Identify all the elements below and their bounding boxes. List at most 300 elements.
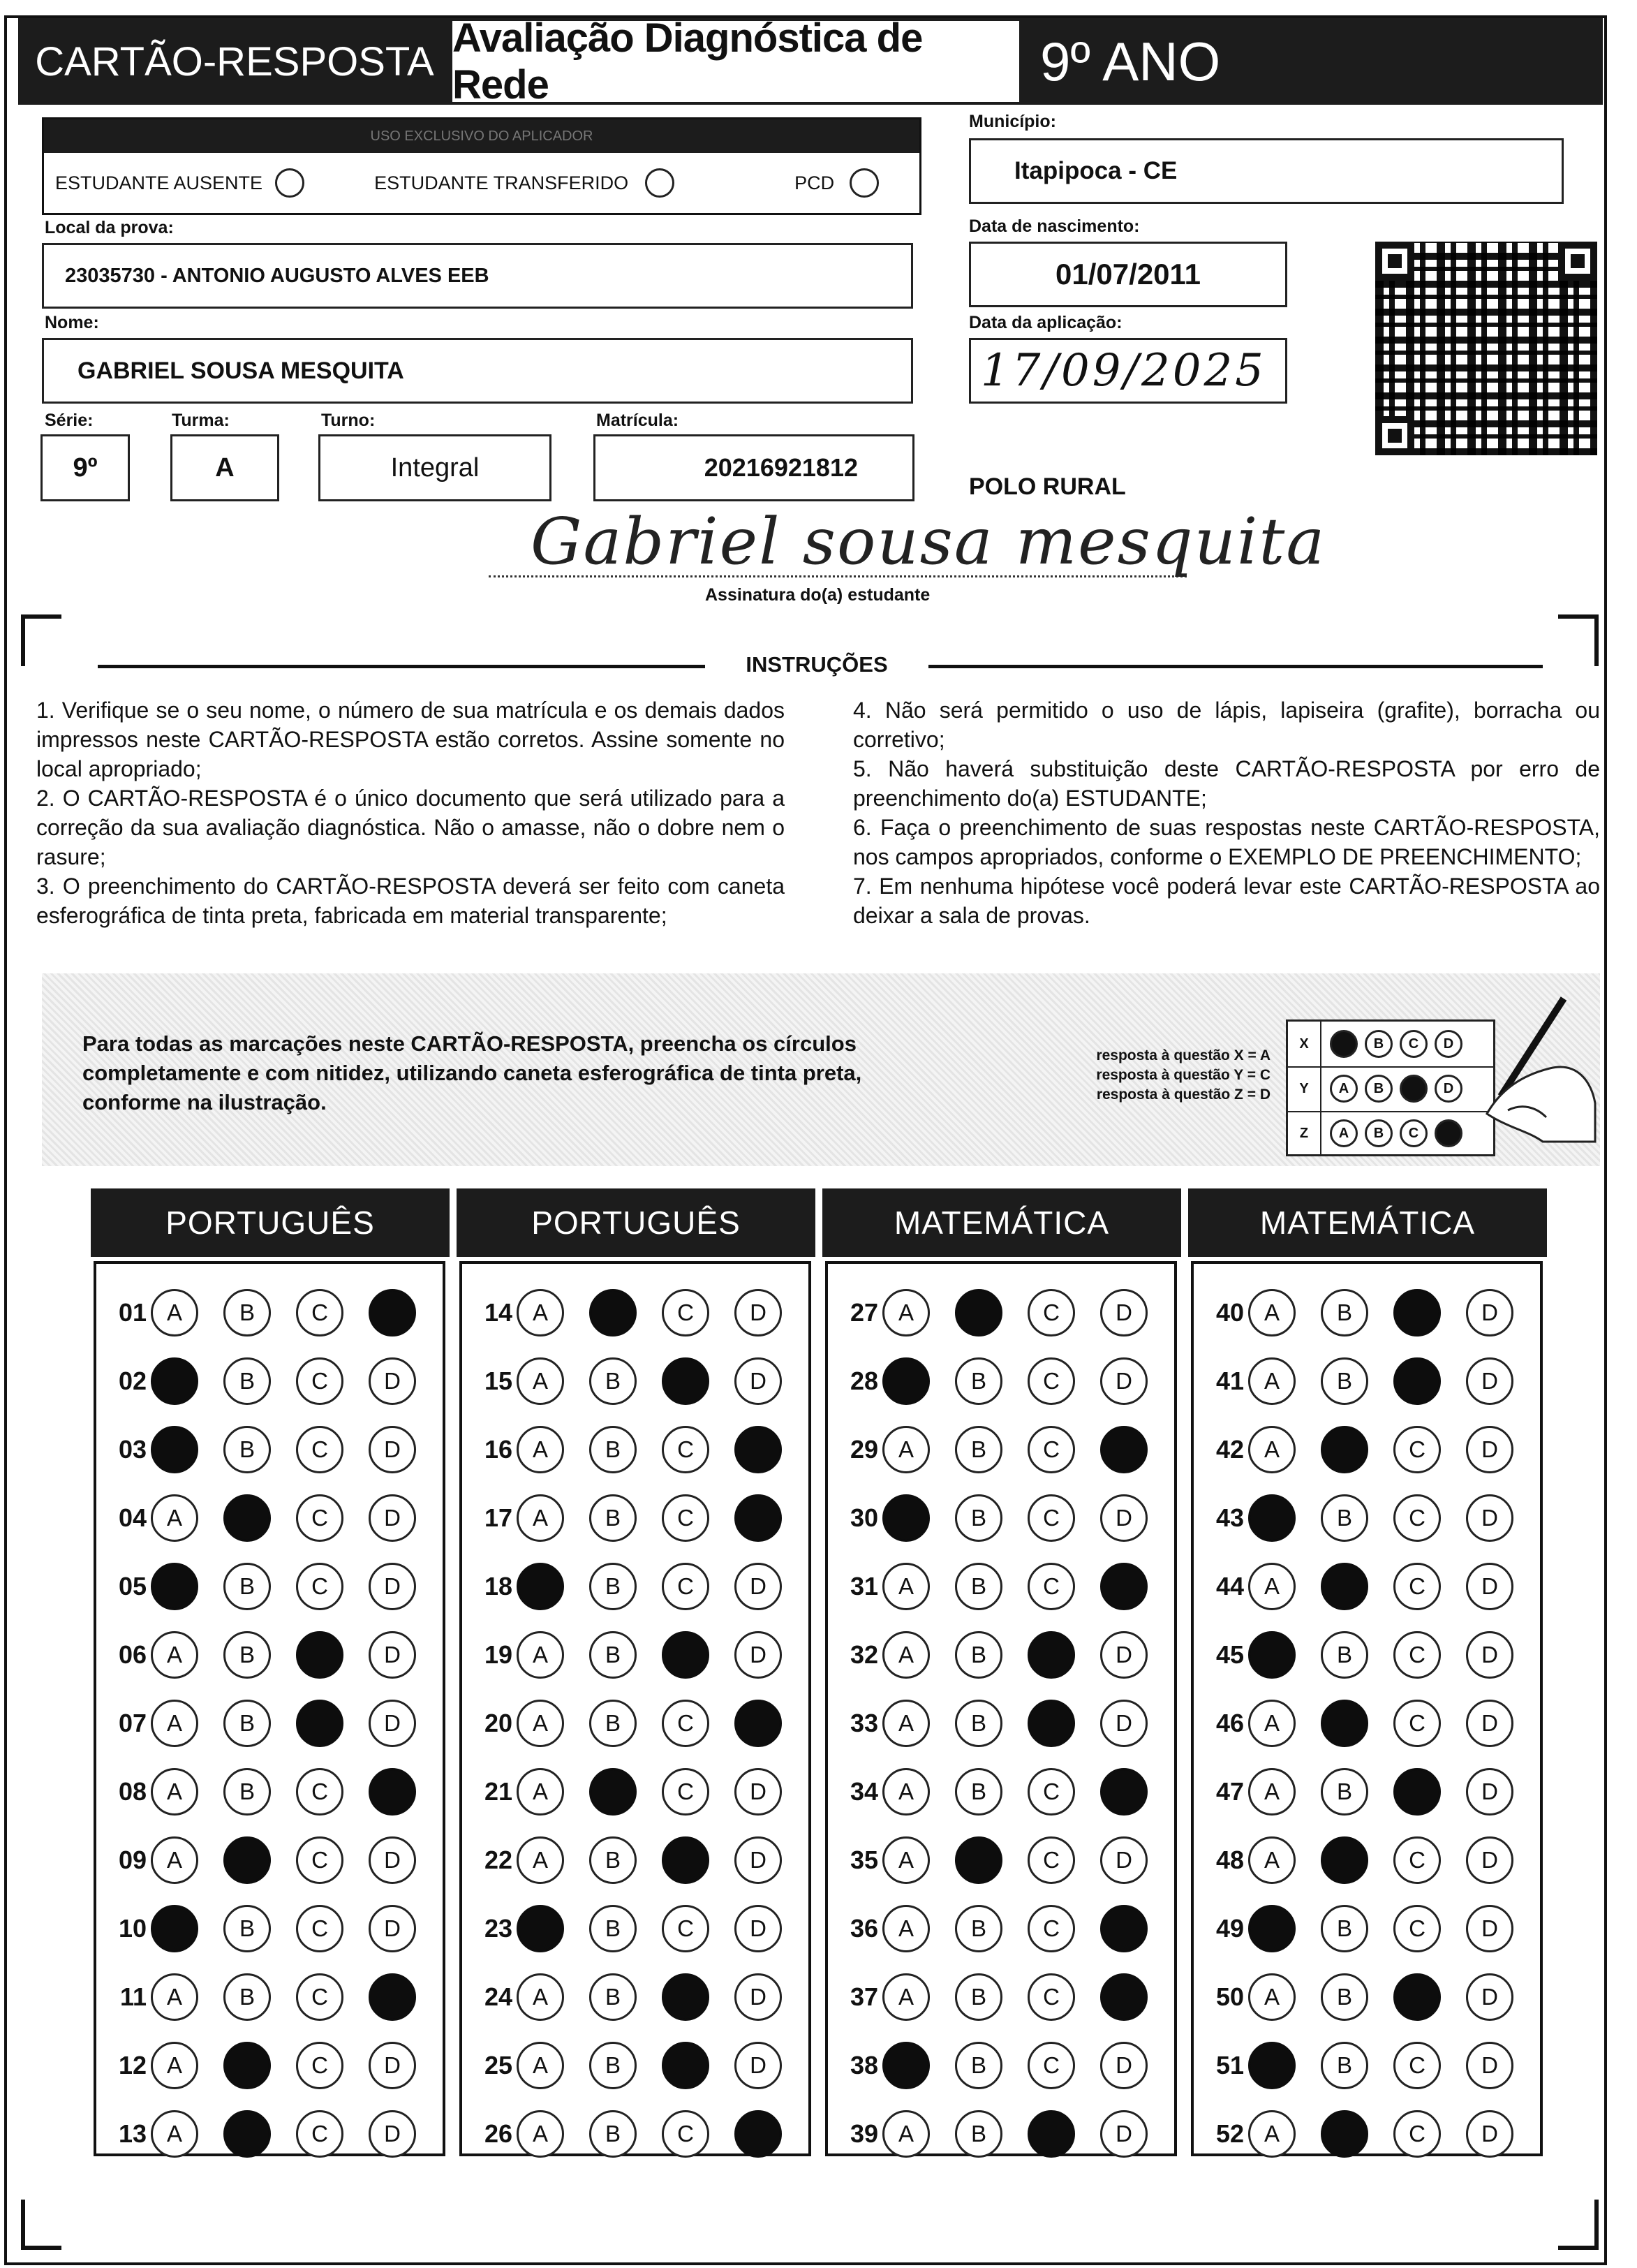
bubble-b[interactable]: B	[1321, 1631, 1368, 1679]
answer-row	[102, 1973, 441, 2021]
bubble-b[interactable]: B	[223, 1700, 271, 1747]
bubble-d[interactable]: D	[369, 1905, 416, 1952]
answer-row	[102, 2110, 441, 2158]
bubble-a[interactable]: A	[151, 1631, 198, 1679]
bubble-b[interactable]	[589, 1768, 637, 1816]
bubble-b[interactable]: B	[955, 1357, 1002, 1405]
question-number: 02	[118, 1367, 147, 1395]
bubble-c[interactable]: C	[662, 1289, 709, 1336]
instructions-rule-left	[98, 665, 705, 668]
bubble-c[interactable]: C	[662, 1494, 709, 1542]
bubble-d[interactable]: D	[734, 1563, 782, 1610]
instructions-rule-right	[928, 665, 1543, 668]
bubble-c[interactable]: C	[1028, 2042, 1075, 2089]
bubble-c[interactable]: C	[296, 1973, 343, 2021]
bubble-a[interactable]: A	[517, 2042, 564, 2089]
bubble-d[interactable]: D	[1100, 1494, 1148, 1542]
section-title-4: MATEMÁTICA	[1188, 1188, 1547, 1257]
bubble-a[interactable]: A	[1248, 1289, 1296, 1336]
section-answers-1	[94, 1261, 445, 2156]
bubble-a[interactable]: A	[882, 1426, 930, 1473]
bubble-d[interactable]: D	[1466, 1905, 1513, 1952]
bubble-d[interactable]	[734, 1494, 782, 1542]
example-text: Para todas as marcações neste CARTÃO-RESPOSTA, preencha os círculos completamente e com nitidez, utilizando caneta esferográfica de tinta preta, conforme na ilustração.	[82, 1031, 862, 1114]
bubble-c[interactable]	[1393, 1973, 1441, 2021]
bubble-a[interactable]: A	[151, 1768, 198, 1816]
bubble-b[interactable]: B	[589, 1357, 637, 1405]
example-legend-z: resposta à questão Z = D	[1096, 1087, 1271, 1103]
bubble-b[interactable]: B	[589, 1905, 637, 1952]
bubble-a[interactable]: A	[1248, 1563, 1296, 1610]
answer-row	[834, 1905, 1173, 1952]
bubble-a[interactable]	[151, 1357, 198, 1405]
instructions-right	[853, 695, 1600, 930]
turma-label: Turma:	[172, 411, 230, 430]
bubble-c[interactable]: C	[296, 1563, 343, 1610]
bubble-d[interactable]: D	[369, 1700, 416, 1747]
bubble-b[interactable]	[589, 1289, 637, 1336]
answer-row	[834, 1357, 1173, 1405]
bubble-b[interactable]: B	[955, 1631, 1002, 1679]
example-legend-x: resposta à questão X = A	[1096, 1047, 1271, 1063]
bubble-d[interactable]	[1100, 1563, 1148, 1610]
instruction-7: 7. Em nenhuma hipótese você poderá levar este CARTÃO-RESPOSTA ao deixar a sala de provas.	[853, 874, 1600, 928]
hand-pen-icon	[1459, 992, 1599, 1145]
bubble-a[interactable]	[151, 1905, 198, 1952]
bubble-b[interactable]	[955, 1289, 1002, 1336]
bubble-c[interactable]: C	[1028, 1426, 1075, 1473]
bubble-a[interactable]	[151, 1563, 198, 1610]
bubble-b[interactable]: B	[589, 1426, 637, 1473]
question-number: 44	[1215, 1572, 1244, 1600]
bubble-b[interactable]	[223, 2042, 271, 2089]
bubble-d[interactable]	[734, 1700, 782, 1747]
answer-row	[1199, 1289, 1539, 1336]
answer-row	[1199, 2110, 1539, 2158]
bubble-c[interactable]	[296, 1631, 343, 1679]
bubble-c[interactable]: C	[662, 1700, 709, 1747]
bubble-d[interactable]	[1100, 1905, 1148, 1952]
bubble-a[interactable]: A	[882, 1905, 930, 1952]
local-label: Local da prova:	[45, 218, 174, 237]
bubble-b[interactable]: B	[955, 1426, 1002, 1473]
bubble-d[interactable]: D	[1466, 1563, 1513, 1610]
bubble-c[interactable]: C	[662, 1768, 709, 1816]
instruction-4: 4. Não será permitido o uso de lápis, lapiseira (grafite), borracha ou corretivo;	[853, 698, 1600, 752]
bubble-c[interactable]	[1393, 1357, 1441, 1405]
bubble-c[interactable]: C	[1393, 1563, 1441, 1610]
bubble-d[interactable]: D	[369, 2042, 416, 2089]
question-number: 15	[484, 1367, 512, 1395]
bubble-d[interactable]: D	[1100, 1357, 1148, 1405]
bubble-c[interactable]	[1028, 1700, 1075, 1747]
question-number: 08	[118, 1777, 147, 1806]
bubble-a[interactable]: A	[1248, 1357, 1296, 1405]
answer-row	[1199, 1494, 1539, 1542]
bubble-c[interactable]: C	[1393, 1631, 1441, 1679]
example-bubble-d: D	[1435, 1075, 1462, 1103]
example-question-letter: Y	[1288, 1066, 1321, 1111]
question-number: 41	[1215, 1367, 1244, 1395]
bubble-a[interactable]	[1248, 1631, 1296, 1679]
bubble-a[interactable]: A	[882, 1836, 930, 1884]
bubble-d[interactable]: D	[734, 1289, 782, 1336]
bubble-c[interactable]: C	[296, 2042, 343, 2089]
bubble-c[interactable]: C	[1028, 1973, 1075, 2021]
bubble-c[interactable]: C	[1028, 1563, 1075, 1610]
example-bubble-b: B	[1365, 1075, 1393, 1103]
question-number: 14	[484, 1298, 512, 1327]
answer-row	[468, 1563, 807, 1610]
answer-row	[468, 1631, 807, 1679]
matricula-field: 20216921812	[593, 434, 914, 501]
question-number: 46	[1215, 1709, 1244, 1737]
answer-row	[834, 2042, 1173, 2089]
bubble-d[interactable]	[369, 1289, 416, 1336]
bubble-b[interactable]: B	[1321, 1973, 1368, 2021]
bubble-c[interactable]: C	[296, 2110, 343, 2158]
bubble-c[interactable]: C	[296, 1905, 343, 1952]
bubble-a[interactable]: A	[882, 1631, 930, 1679]
bubble-d[interactable]	[1100, 1973, 1148, 2021]
section-answers-4	[1191, 1261, 1543, 2156]
bubble-d[interactable]	[734, 2110, 782, 2158]
bubble-c[interactable]	[1393, 1289, 1441, 1336]
bubble-d[interactable]	[369, 1973, 416, 2021]
answer-row	[468, 2110, 807, 2158]
bubble-a[interactable]: A	[517, 2110, 564, 2158]
bubble-c[interactable]	[1028, 2110, 1075, 2158]
question-number: 40	[1215, 1298, 1244, 1327]
bubble-c[interactable]	[662, 2042, 709, 2089]
name-label: Nome:	[45, 313, 99, 332]
bubble-b[interactable]: B	[223, 1768, 271, 1816]
bubble-d[interactable]: D	[1466, 2110, 1513, 2158]
bubble-d[interactable]: D	[1466, 1631, 1513, 1679]
bubble-d[interactable]: D	[734, 1836, 782, 1884]
bubble-b[interactable]	[1321, 1836, 1368, 1884]
bubble-d[interactable]: D	[369, 1563, 416, 1610]
bubble-a[interactable]: A	[517, 1357, 564, 1405]
bubble-a[interactable]	[1248, 2042, 1296, 2089]
bubble-c[interactable]: C	[296, 1494, 343, 1542]
bubble-a[interactable]: A	[882, 1289, 930, 1336]
bubble-b[interactable]	[1321, 1700, 1368, 1747]
bubble-b[interactable]: B	[1321, 1289, 1368, 1336]
bubble-d[interactable]: D	[734, 1905, 782, 1952]
bubble-b[interactable]: B	[955, 1973, 1002, 2021]
bubble-b[interactable]: B	[223, 1426, 271, 1473]
example-bubble-b: B	[1365, 1030, 1393, 1058]
bubble-c[interactable]	[662, 1836, 709, 1884]
question-number: 17	[484, 1503, 512, 1532]
bubble-b[interactable]: B	[955, 1700, 1002, 1747]
instructions-left	[36, 695, 785, 930]
bubble-b[interactable]: B	[955, 2110, 1002, 2158]
bubble-b[interactable]: B	[589, 2042, 637, 2089]
bubble-a[interactable]: A	[517, 1289, 564, 1336]
bubble-d[interactable]	[1100, 1768, 1148, 1816]
bubble-a[interactable]	[882, 1494, 930, 1542]
bubble-b[interactable]: B	[589, 1973, 637, 2021]
bubble-a[interactable]: A	[1248, 1836, 1296, 1884]
corner-top-right	[1558, 614, 1599, 666]
example-question-letter: X	[1288, 1022, 1321, 1066]
bubble-b[interactable]: B	[589, 1494, 637, 1542]
question-number: 01	[118, 1298, 147, 1327]
absent-circle[interactable]	[275, 168, 304, 198]
bubble-c[interactable]: C	[296, 1768, 343, 1816]
answer-row	[102, 1494, 441, 1542]
bubble-d[interactable]: D	[734, 2042, 782, 2089]
bubble-b[interactable]: B	[955, 1563, 1002, 1610]
bubble-a[interactable]	[882, 2042, 930, 2089]
bubble-a[interactable]	[1248, 1905, 1296, 1952]
example-bubble-a	[1330, 1030, 1358, 1058]
bubble-a[interactable]: A	[1248, 1426, 1296, 1473]
bubble-d[interactable]: D	[1466, 1836, 1513, 1884]
bubble-a[interactable]: A	[882, 1973, 930, 2021]
bubble-b[interactable]: B	[589, 1563, 637, 1610]
bubble-a[interactable]: A	[882, 1700, 930, 1747]
bubble-d[interactable]: D	[1466, 1768, 1513, 1816]
bubble-c[interactable]: C	[1393, 2042, 1441, 2089]
bubble-c[interactable]: C	[1028, 1357, 1075, 1405]
bubble-a[interactable]	[1248, 1494, 1296, 1542]
bubble-d[interactable]: D	[734, 1631, 782, 1679]
bubble-c[interactable]	[296, 1700, 343, 1747]
bubble-b[interactable]: B	[223, 1563, 271, 1610]
bubble-a[interactable]	[882, 1357, 930, 1405]
answer-row	[468, 1494, 807, 1542]
question-number: 39	[850, 2119, 878, 2148]
bubble-b[interactable]: B	[223, 1905, 271, 1952]
bubble-c[interactable]: C	[1393, 1426, 1441, 1473]
bubble-b[interactable]: B	[955, 1768, 1002, 1816]
bubble-d[interactable]: D	[1100, 1700, 1148, 1747]
bubble-d[interactable]: D	[1466, 1289, 1513, 1336]
question-number: 52	[1215, 2119, 1244, 2148]
bubble-b[interactable]	[223, 1836, 271, 1884]
question-number: 06	[118, 1640, 147, 1669]
bubble-d[interactable]	[734, 1426, 782, 1473]
bubble-b[interactable]	[955, 1836, 1002, 1884]
bubble-d[interactable]: D	[369, 1631, 416, 1679]
bubble-a[interactable]: A	[151, 2042, 198, 2089]
bubble-c[interactable]: C	[1393, 1700, 1441, 1747]
bubble-a[interactable]: A	[882, 1768, 930, 1816]
bubble-a[interactable]: A	[517, 1631, 564, 1679]
bubble-d[interactable]: D	[734, 1973, 782, 2021]
answer-row	[102, 1289, 441, 1336]
bubble-d[interactable]: D	[1466, 1426, 1513, 1473]
grade-title: 9º ANO	[1040, 18, 1250, 105]
bubble-c[interactable]: C	[296, 1836, 343, 1884]
bubble-c[interactable]: C	[1393, 1836, 1441, 1884]
bubble-c[interactable]: C	[1028, 1768, 1075, 1816]
bubble-c[interactable]	[1028, 1631, 1075, 1679]
bubble-a[interactable]: A	[517, 1973, 564, 2021]
bubble-b[interactable]	[1321, 1426, 1368, 1473]
question-number: 12	[118, 2051, 147, 2079]
bubble-d[interactable]: D	[369, 1357, 416, 1405]
bubble-b[interactable]: B	[223, 1289, 271, 1336]
bubble-a[interactable]: A	[151, 1494, 198, 1542]
bubble-c[interactable]: C	[1393, 2110, 1441, 2158]
bubble-b[interactable]: B	[1321, 1768, 1368, 1816]
question-number: 20	[484, 1709, 512, 1737]
bubble-b[interactable]: B	[955, 1494, 1002, 1542]
bubble-b[interactable]	[223, 2110, 271, 2158]
example-bubble-a: A	[1330, 1119, 1358, 1147]
bubble-b[interactable]	[1321, 1563, 1368, 1610]
bubble-c[interactable]: C	[296, 1289, 343, 1336]
answer-row	[468, 1700, 807, 1747]
instruction-2: 2. O CARTÃO-RESPOSTA é o único documento que será utilizado para a correção da sua avaliação diagnóstica. Não o amasse, não o dobre nem o rasure;	[36, 786, 785, 869]
transferred-circle[interactable]	[645, 168, 674, 198]
bubble-c[interactable]	[662, 1631, 709, 1679]
section-answers-3	[825, 1261, 1177, 2156]
bubble-b[interactable]: B	[589, 1700, 637, 1747]
question-number: 35	[850, 1846, 878, 1874]
bubble-c[interactable]: C	[1393, 1905, 1441, 1952]
bubble-b[interactable]: B	[1321, 1357, 1368, 1405]
answer-row	[102, 2042, 441, 2089]
answer-row	[468, 1836, 807, 1884]
bubble-d[interactable]: D	[1466, 1973, 1513, 2021]
bubble-d[interactable]: D	[1100, 1631, 1148, 1679]
question-number: 31	[850, 1572, 878, 1600]
bubble-d[interactable]	[1100, 1426, 1148, 1473]
bubble-a[interactable]: A	[517, 1768, 564, 1816]
bubble-c[interactable]	[662, 1973, 709, 2021]
bubble-d[interactable]: D	[1100, 2110, 1148, 2158]
question-number: 24	[484, 1982, 512, 2011]
bubble-c[interactable]: C	[662, 1563, 709, 1610]
bubble-d[interactable]: D	[1100, 2042, 1148, 2089]
bubble-b[interactable]: B	[589, 2110, 637, 2158]
bubble-d[interactable]: D	[369, 1836, 416, 1884]
question-number: 11	[119, 1982, 147, 2011]
bubble-b[interactable]: B	[223, 1631, 271, 1679]
bubble-c[interactable]: C	[296, 1357, 343, 1405]
question-number: 26	[484, 2119, 512, 2148]
question-number: 04	[118, 1503, 147, 1532]
pcd-circle[interactable]	[850, 168, 879, 198]
question-number: 45	[1215, 1640, 1244, 1669]
bubble-a[interactable]: A	[151, 1836, 198, 1884]
bubble-d[interactable]: D	[1466, 1357, 1513, 1405]
section-answers-2	[459, 1261, 811, 2156]
answer-row	[1199, 1357, 1539, 1405]
bubble-c[interactable]: C	[662, 1905, 709, 1952]
section-title-2: PORTUGUÊS	[457, 1188, 815, 1257]
bubble-b[interactable]: B	[589, 1631, 637, 1679]
bubble-a[interactable]: A	[1248, 1768, 1296, 1816]
bubble-c[interactable]: C	[1393, 1494, 1441, 1542]
bubble-a[interactable]	[517, 1563, 564, 1610]
bubble-c[interactable]: C	[662, 1426, 709, 1473]
bubble-c[interactable]: C	[1028, 1494, 1075, 1542]
answer-row	[102, 1426, 441, 1473]
bubble-c[interactable]: C	[1028, 1289, 1075, 1336]
bubble-a[interactable]: A	[517, 1836, 564, 1884]
bubble-b[interactable]: B	[1321, 2042, 1368, 2089]
bubble-d[interactable]: D	[1100, 1289, 1148, 1336]
bubble-c[interactable]: C	[1028, 1905, 1075, 1952]
bubble-c[interactable]	[1393, 1768, 1441, 1816]
bubble-a[interactable]	[517, 1905, 564, 1952]
bubble-a[interactable]: A	[151, 2110, 198, 2158]
bubble-d[interactable]: D	[734, 1768, 782, 1816]
bubble-d[interactable]: D	[369, 2110, 416, 2158]
exam-title: Avaliação Diagnóstica de Rede	[452, 21, 1019, 102]
bubble-b[interactable]: B	[955, 1905, 1002, 1952]
bubble-a[interactable]: A	[517, 1700, 564, 1747]
bubble-d[interactable]: D	[1466, 1700, 1513, 1747]
answer-row	[834, 1836, 1173, 1884]
bubble-d[interactable]: D	[369, 1426, 416, 1473]
question-number: 05	[118, 1572, 147, 1600]
answer-row	[468, 1357, 807, 1405]
example-legend	[1033, 1046, 1271, 1105]
bubble-a[interactable]: A	[1248, 2110, 1296, 2158]
bubble-d[interactable]: D	[1100, 1836, 1148, 1884]
bubble-a[interactable]: A	[151, 1289, 198, 1336]
bubble-b[interactable]: B	[223, 1973, 271, 2021]
bubble-a[interactable]: A	[517, 1494, 564, 1542]
card-label: CARTÃO-RESPOSTA	[18, 18, 451, 105]
bubble-a[interactable]: A	[517, 1426, 564, 1473]
bubble-c[interactable]: C	[1028, 1836, 1075, 1884]
bubble-b[interactable]: B	[955, 2042, 1002, 2089]
question-number: 36	[850, 1914, 878, 1943]
bubble-a[interactable]: A	[1248, 1973, 1296, 2021]
question-number: 37	[850, 1982, 878, 2011]
bubble-b[interactable]	[1321, 2110, 1368, 2158]
bubble-b[interactable]: B	[1321, 1494, 1368, 1542]
bubble-d[interactable]: D	[1466, 2042, 1513, 2089]
bubble-b[interactable]: B	[589, 1836, 637, 1884]
bubble-c[interactable]: C	[662, 2110, 709, 2158]
bubble-c[interactable]	[662, 1357, 709, 1405]
question-number: 51	[1215, 2051, 1244, 2079]
bubble-a[interactable]: A	[151, 1973, 198, 2021]
bubble-a[interactable]: A	[151, 1700, 198, 1747]
example-legend-y: resposta à questão Y = C	[1096, 1067, 1271, 1083]
question-number: 28	[850, 1367, 878, 1395]
bubble-b[interactable]: B	[223, 1357, 271, 1405]
bubble-a[interactable]: A	[882, 1563, 930, 1610]
qr-code	[1375, 242, 1597, 455]
bubble-a[interactable]	[151, 1426, 198, 1473]
bubble-d[interactable]: D	[1466, 1494, 1513, 1542]
answer-row	[1199, 1768, 1539, 1816]
applicator-title: USO EXCLUSIVO DO APLICADOR	[44, 119, 919, 153]
question-number: 25	[484, 2051, 512, 2079]
bubble-a[interactable]: A	[1248, 1700, 1296, 1747]
instruction-1: 1. Verifique se o seu nome, o número de sua matrícula e os demais dados impressos neste CARTÃO-RESPOSTA estão corretos. Assine somente no local apropriado;	[36, 698, 785, 781]
bubble-d[interactable]: D	[369, 1494, 416, 1542]
bubble-c[interactable]: C	[296, 1426, 343, 1473]
bubble-d[interactable]: D	[734, 1357, 782, 1405]
bubble-b[interactable]	[223, 1494, 271, 1542]
applicator-box	[42, 117, 921, 215]
bubble-b[interactable]: B	[1321, 1905, 1368, 1952]
bubble-d[interactable]	[369, 1768, 416, 1816]
bubble-a[interactable]: A	[882, 2110, 930, 2158]
question-number: 38	[850, 2051, 878, 2079]
